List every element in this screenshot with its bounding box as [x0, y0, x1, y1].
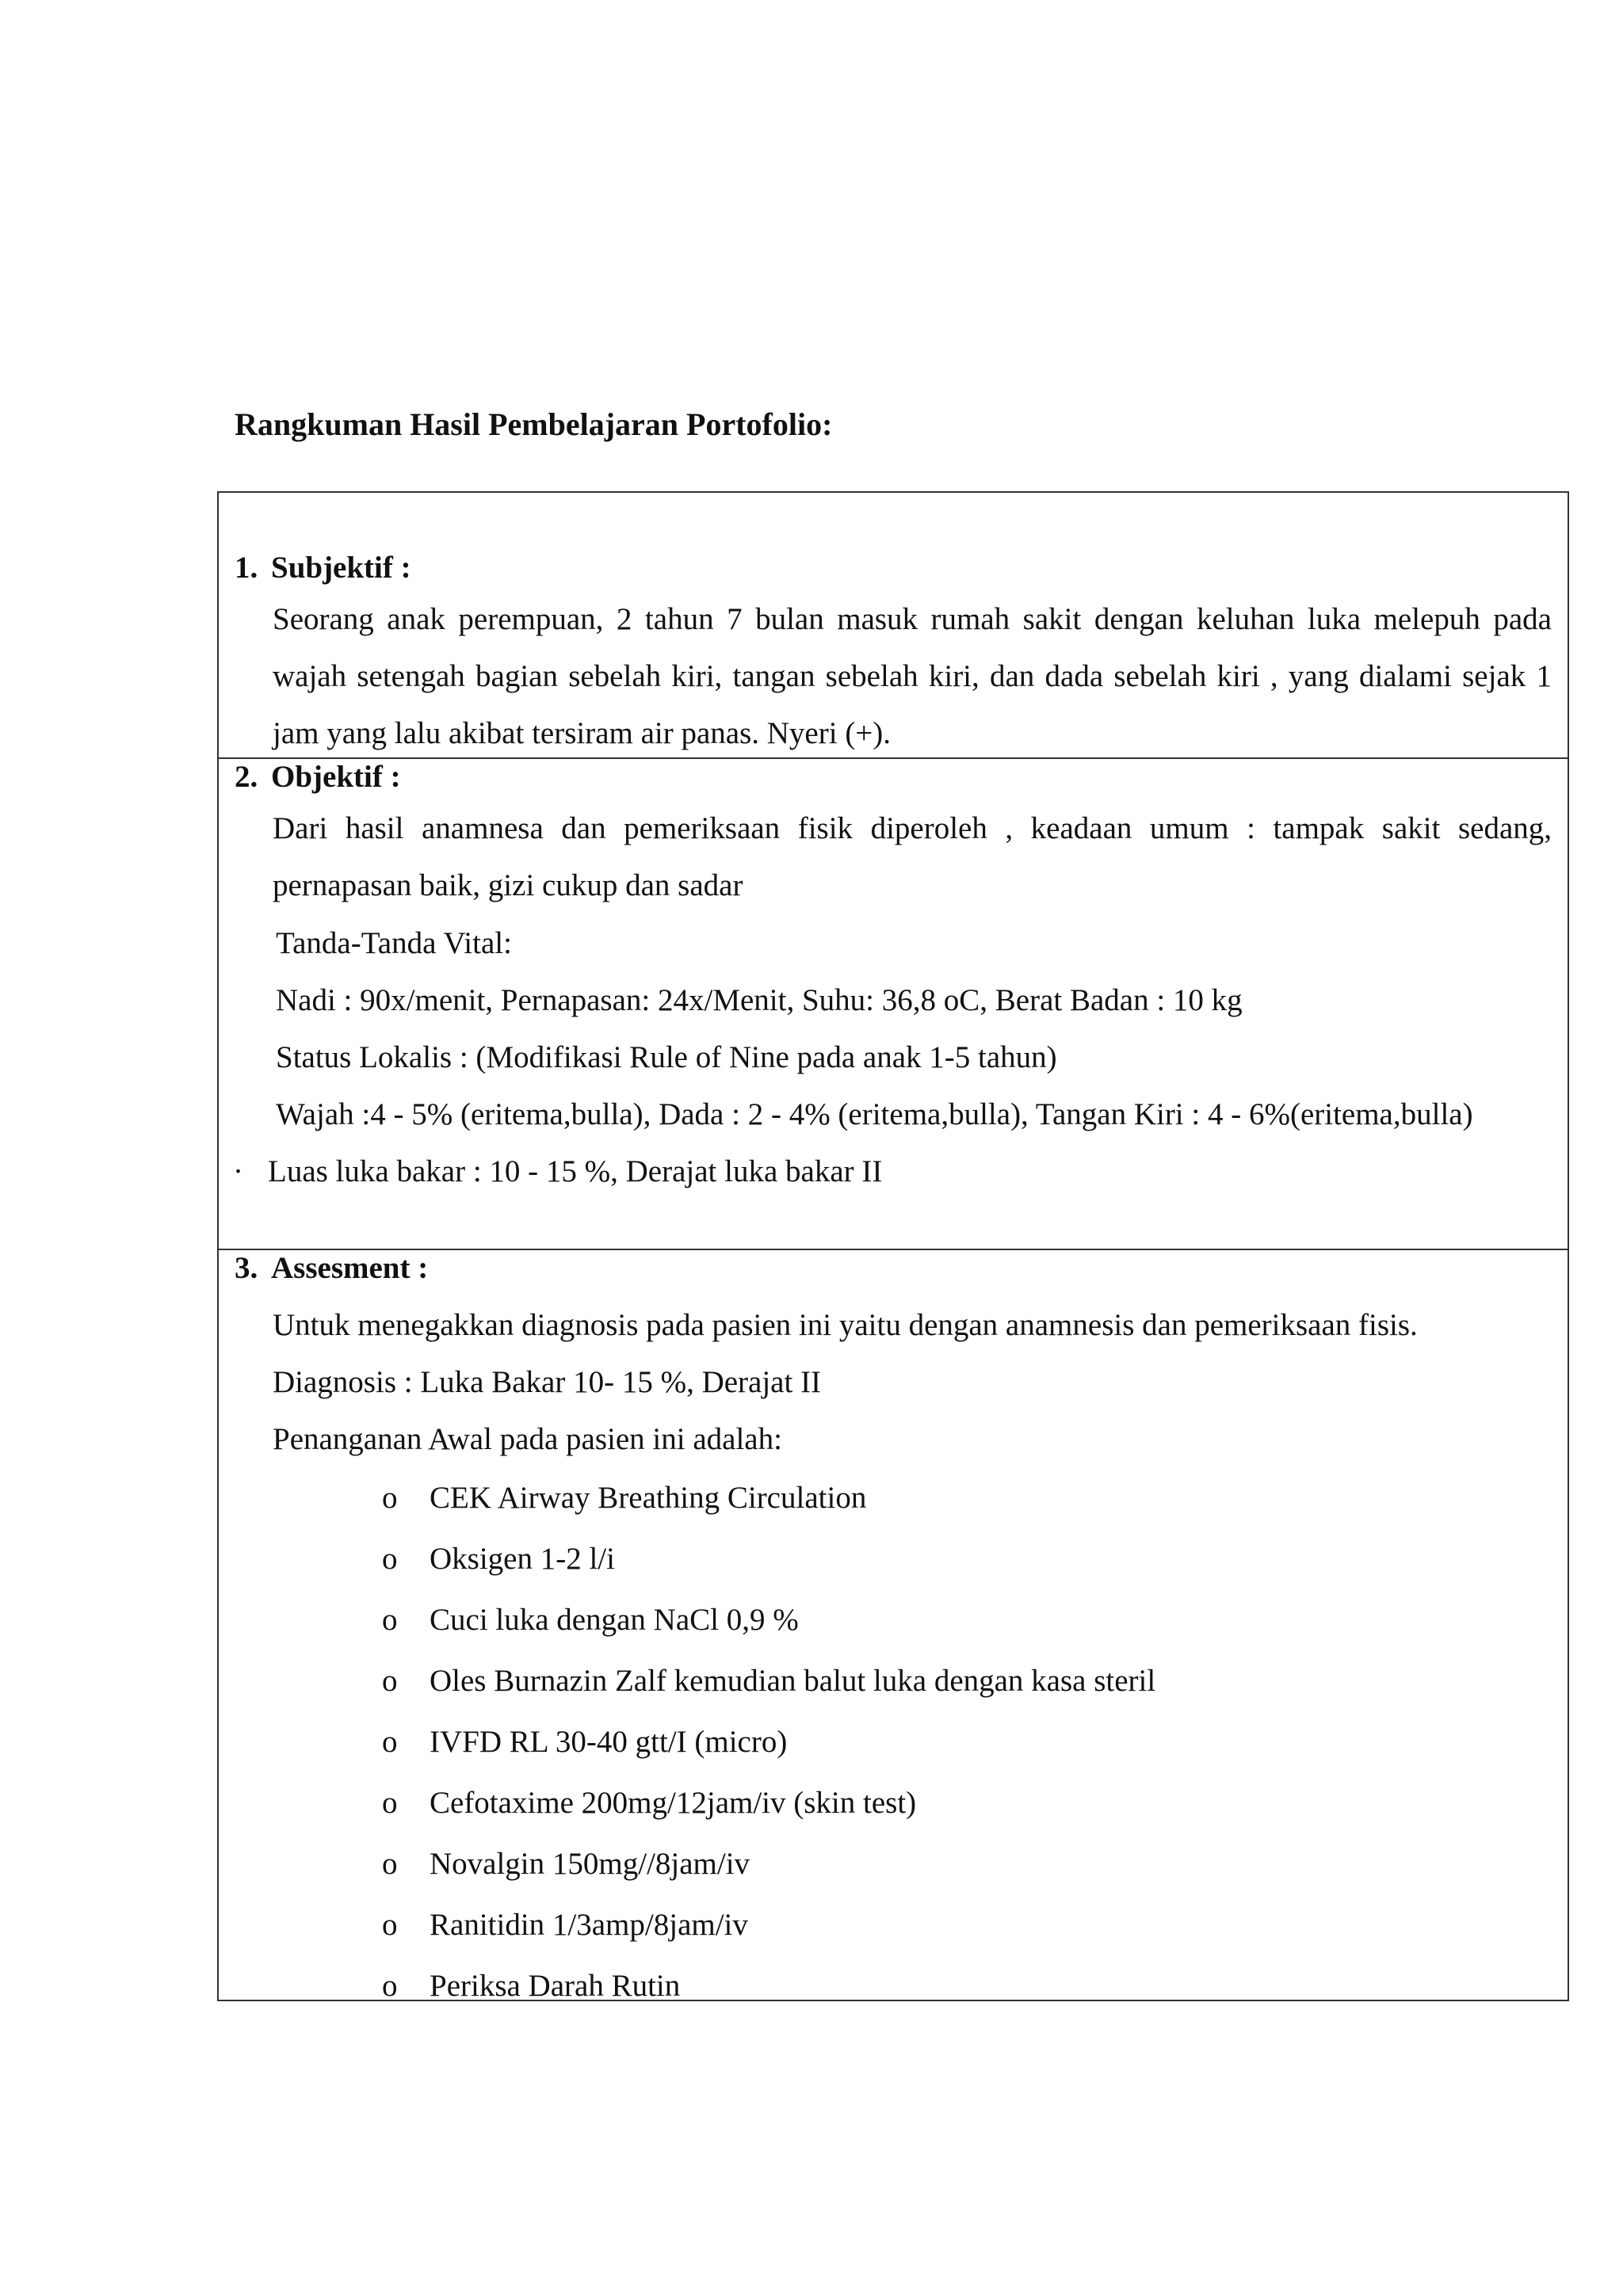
- list-bullet: o: [382, 1603, 398, 1637]
- initial-treatment-label: Penanganan Awal pada pasien ini adalah:: [273, 1422, 782, 1456]
- vital-signs-values: Nadi : 90x/menit, Pernapasan: 24x/Menit, Suhu: 36,8 oC, Berat Badan : 10 kg: [276, 983, 1243, 1017]
- section-subjektif: [217, 491, 1569, 759]
- section-assesment: 3. Assesment : Untuk menegakkan diagnosis pada pasien ini yaitu dengan anamnesis dan pemeriksaan fisis. Diagnosis : Luka Bakar 10- 15 %, Derajat II Penanganan Awal pada pasien ini adalah: o CEK Airway Breathing Circulation o Oksigen 1-2 l/i o Cuci luka dengan NaCl 0,9 % o Oles Burnazin Zalf kemudian balut luka dengan kasa steril o IVFD RL 30-40 gtt/I (micro) o Cefotaxime 200mg/12jam/iv (skin test) o Novalgin 150mg//8jam/iv o Ranitidin 1/3amp/8jam/iv o Periksa Darah Rutin: [217, 1249, 1569, 2001]
- section-title: Subjektif :: [271, 551, 411, 585]
- list-bullet: o: [382, 1969, 398, 2003]
- subjektif-paragraph: Seorang anak perempuan, 2 tahun 7 bulan masuk rumah sakit dengan keluhan luka melepuh pada wajah setengah bagian sebelah kiri, tangan sebelah kiri, dan dada sebelah kiri , yang dialami sejak 1 jam yang lalu akibat tersiram air panas. Nyeri (+).: [273, 602, 1552, 750]
- burn-areas: Wajah :4 - 5% (eritema,bulla), Dada : 2 - 4% (eritema,bulla), Tangan Kiri : 4 - 6%(eritema,bulla): [276, 1097, 1473, 1131]
- assessment-intro: Untuk menegakkan diagnosis pada pasien ini yaitu dengan anamnesis dan pemeriksaan fisis.: [273, 1308, 1418, 1342]
- bullet-mark: ·: [233, 1154, 243, 1188]
- section-number: 1.: [235, 551, 258, 585]
- section-heading: [235, 550, 411, 585]
- section-number: 3.: [235, 1251, 258, 1285]
- diagnosis: Diagnosis : Luka Bakar 10- 15 %, Derajat II: [273, 1365, 822, 1399]
- list-bullet: o: [382, 1847, 398, 1881]
- section-heading: [235, 1250, 428, 1286]
- list-bullet: o: [382, 1908, 398, 1942]
- list-bullet: o: [382, 1664, 398, 1698]
- section-title: Assesment :: [271, 1251, 429, 1285]
- objektif-paragraph: Dari hasil anamnesa dan pemeriksaan fisik diperoleh , keadaan umum : tampak sakit sedang, pernapasan baik, gizi cukup dan sadar: [273, 811, 1552, 902]
- section-heading: [235, 759, 401, 795]
- burn-extent: Luas luka bakar : 10 - 15 %, Derajat luka bakar II: [268, 1154, 883, 1188]
- list-bullet: o: [382, 1725, 398, 1759]
- section-title: Objektif :: [271, 760, 401, 794]
- list-bullet: o: [382, 1786, 398, 1820]
- list-bullet: o: [382, 1481, 398, 1515]
- vital-signs-label: Tanda-Tanda Vital:: [276, 926, 512, 960]
- document-title: Rangkuman Hasil Pembelajaran Portofolio:: [235, 406, 833, 442]
- list-bullet: o: [382, 1542, 398, 1576]
- section-objektif: [217, 757, 1569, 1250]
- status-lokalis: Status Lokalis : (Modifikasi Rule of Nine pada anak 1-5 tahun): [276, 1040, 1057, 1074]
- section-number: 2.: [235, 760, 258, 794]
